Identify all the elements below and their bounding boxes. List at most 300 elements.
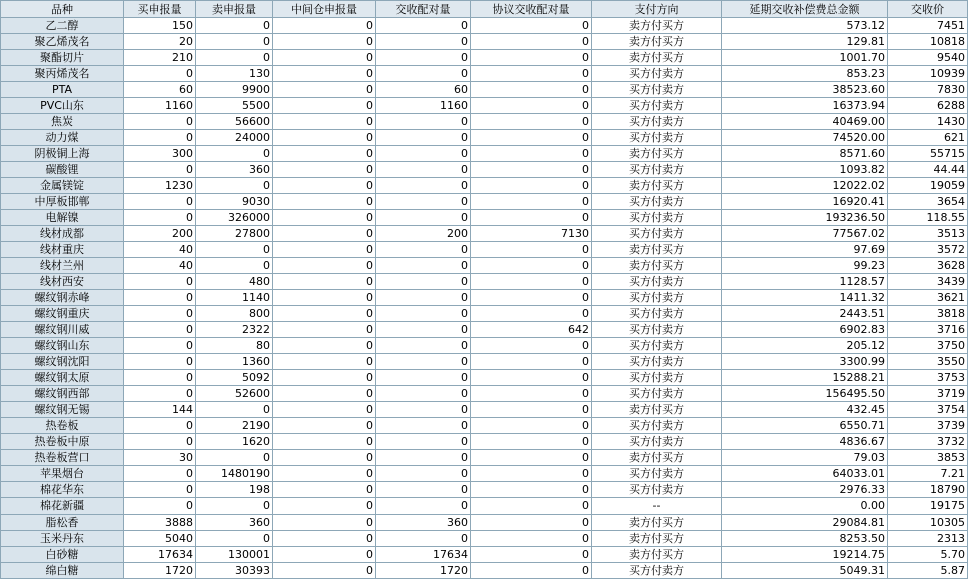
cell-agreement-matched: 0	[471, 514, 592, 530]
cell-intermediate-declared: 0	[273, 114, 376, 130]
table-row	[1, 450, 968, 466]
cell-delivery-price: 2313	[888, 530, 968, 546]
cell-buy-declared: 3888	[124, 514, 196, 530]
cell-deferred-compensation: 853.23	[722, 66, 888, 82]
cell-buy-declared: 0	[124, 434, 196, 450]
table-row	[1, 50, 968, 66]
header-row	[1, 1, 968, 18]
cell-deferred-compensation: 3300.99	[722, 354, 888, 370]
cell-agreement-matched: 0	[471, 242, 592, 258]
cell-buy-declared: 0	[124, 498, 196, 514]
cell-delivery-matched: 0	[376, 210, 471, 226]
cell-delivery-matched: 0	[376, 258, 471, 274]
cell-delivery-price: 3654	[888, 194, 968, 210]
cell-intermediate-declared: 0	[273, 370, 376, 386]
cell-delivery-matched: 0	[376, 498, 471, 514]
cell-agreement-matched: 0	[471, 18, 592, 34]
cell-sell-declared: 27800	[196, 226, 273, 242]
cell-delivery-matched: 0	[376, 178, 471, 194]
cell-agreement-matched: 0	[471, 114, 592, 130]
cell-payment-direction: --	[592, 498, 722, 514]
cell-sell-declared: 0	[196, 146, 273, 162]
cell-delivery-price: 3739	[888, 418, 968, 434]
cell-agreement-matched: 0	[471, 498, 592, 514]
cell-sell-declared: 0	[196, 402, 273, 418]
cell-delivery-matched: 0	[376, 530, 471, 546]
cell-delivery-price: 9540	[888, 50, 968, 66]
cell-variety: 线材成都	[1, 226, 124, 242]
cell-payment-direction: 买方付卖方	[592, 370, 722, 386]
cell-variety: 阴极铜上海	[1, 146, 124, 162]
cell-sell-declared: 326000	[196, 210, 273, 226]
cell-delivery-matched: 0	[376, 34, 471, 50]
cell-buy-declared: 0	[124, 66, 196, 82]
cell-intermediate-declared: 0	[273, 258, 376, 274]
table-row	[1, 162, 968, 178]
cell-sell-declared: 800	[196, 306, 273, 322]
cell-buy-declared: 0	[124, 290, 196, 306]
cell-delivery-matched: 1160	[376, 98, 471, 114]
cell-sell-declared: 0	[196, 18, 273, 34]
cell-variety: 绵白糖	[1, 562, 124, 578]
cell-delivery-price: 10818	[888, 34, 968, 50]
table-row	[1, 210, 968, 226]
column-header-deferred-compensation: 延期交收补偿费总金额	[722, 1, 888, 18]
cell-intermediate-declared: 0	[273, 50, 376, 66]
cell-agreement-matched: 0	[471, 306, 592, 322]
cell-deferred-compensation: 573.12	[722, 18, 888, 34]
cell-sell-declared: 0	[196, 34, 273, 50]
cell-intermediate-declared: 0	[273, 562, 376, 578]
cell-payment-direction: 买方付卖方	[592, 130, 722, 146]
cell-payment-direction: 买方付卖方	[592, 338, 722, 354]
table-row	[1, 466, 968, 482]
cell-sell-declared: 2190	[196, 418, 273, 434]
cell-variety: 焦炭	[1, 114, 124, 130]
cell-delivery-matched: 1720	[376, 562, 471, 578]
cell-agreement-matched: 0	[471, 98, 592, 114]
cell-deferred-compensation: 156495.50	[722, 386, 888, 402]
cell-delivery-matched: 0	[376, 114, 471, 130]
cell-delivery-matched: 0	[376, 306, 471, 322]
cell-delivery-price: 55715	[888, 146, 968, 162]
table-row	[1, 370, 968, 386]
cell-delivery-price: 18790	[888, 482, 968, 498]
cell-agreement-matched: 642	[471, 322, 592, 338]
cell-intermediate-declared: 0	[273, 194, 376, 210]
cell-delivery-matched: 0	[376, 434, 471, 450]
cell-sell-declared: 130001	[196, 546, 273, 562]
cell-sell-declared: 198	[196, 482, 273, 498]
cell-delivery-price: 7451	[888, 18, 968, 34]
table-row	[1, 498, 968, 514]
cell-agreement-matched: 0	[471, 194, 592, 210]
cell-deferred-compensation: 8571.60	[722, 146, 888, 162]
cell-agreement-matched: 0	[471, 530, 592, 546]
cell-sell-declared: 1360	[196, 354, 273, 370]
cell-delivery-matched: 60	[376, 82, 471, 98]
cell-payment-direction: 卖方付买方	[592, 514, 722, 530]
cell-payment-direction: 买方付卖方	[592, 354, 722, 370]
table-row	[1, 98, 968, 114]
cell-deferred-compensation: 40469.00	[722, 114, 888, 130]
cell-intermediate-declared: 0	[273, 146, 376, 162]
cell-delivery-price: 3621	[888, 290, 968, 306]
cell-buy-declared: 210	[124, 50, 196, 66]
cell-delivery-price: 5.70	[888, 546, 968, 562]
cell-delivery-matched: 0	[376, 386, 471, 402]
cell-agreement-matched: 0	[471, 178, 592, 194]
cell-intermediate-declared: 0	[273, 290, 376, 306]
cell-delivery-matched: 0	[376, 130, 471, 146]
cell-delivery-price: 7.21	[888, 466, 968, 482]
table-row	[1, 354, 968, 370]
cell-intermediate-declared: 0	[273, 322, 376, 338]
cell-agreement-matched: 0	[471, 130, 592, 146]
cell-payment-direction: 卖方付买方	[592, 402, 722, 418]
cell-payment-direction: 买方付卖方	[592, 114, 722, 130]
cell-agreement-matched: 0	[471, 354, 592, 370]
cell-intermediate-declared: 0	[273, 82, 376, 98]
cell-agreement-matched: 0	[471, 162, 592, 178]
cell-buy-declared: 0	[124, 354, 196, 370]
cell-payment-direction: 卖方付买方	[592, 546, 722, 562]
cell-delivery-price: 3716	[888, 322, 968, 338]
cell-intermediate-declared: 0	[273, 306, 376, 322]
cell-payment-direction: 卖方付买方	[592, 258, 722, 274]
cell-variety: 热卷板	[1, 418, 124, 434]
cell-payment-direction: 卖方付买方	[592, 450, 722, 466]
cell-intermediate-declared: 0	[273, 450, 376, 466]
cell-sell-declared: 2322	[196, 322, 273, 338]
cell-deferred-compensation: 15288.21	[722, 370, 888, 386]
cell-delivery-matched: 0	[376, 354, 471, 370]
cell-buy-declared: 30	[124, 450, 196, 466]
cell-variety: 线材兰州	[1, 258, 124, 274]
cell-variety: 苹果烟台	[1, 466, 124, 482]
cell-deferred-compensation: 2976.33	[722, 482, 888, 498]
cell-variety: 聚丙烯茂名	[1, 66, 124, 82]
cell-delivery-price: 3732	[888, 434, 968, 450]
cell-deferred-compensation: 1093.82	[722, 162, 888, 178]
cell-sell-declared: 130	[196, 66, 273, 82]
cell-variety: 棉花华东	[1, 482, 124, 498]
cell-payment-direction: 买方付卖方	[592, 98, 722, 114]
cell-delivery-price: 621	[888, 130, 968, 146]
cell-deferred-compensation: 99.23	[722, 258, 888, 274]
cell-buy-declared: 5040	[124, 530, 196, 546]
table-row	[1, 322, 968, 338]
cell-deferred-compensation: 432.45	[722, 402, 888, 418]
cell-buy-declared: 17634	[124, 546, 196, 562]
cell-agreement-matched: 0	[471, 370, 592, 386]
cell-deferred-compensation: 2443.51	[722, 306, 888, 322]
cell-deferred-compensation: 16373.94	[722, 98, 888, 114]
table-row	[1, 178, 968, 194]
cell-intermediate-declared: 0	[273, 210, 376, 226]
cell-variety: 电解镍	[1, 210, 124, 226]
cell-agreement-matched: 0	[471, 434, 592, 450]
cell-variety: 螺纹钢西部	[1, 386, 124, 402]
table-row	[1, 418, 968, 434]
cell-variety: 线材重庆	[1, 242, 124, 258]
table-row	[1, 562, 968, 578]
cell-delivery-matched: 0	[376, 162, 471, 178]
cell-delivery-price: 3628	[888, 258, 968, 274]
cell-intermediate-declared: 0	[273, 274, 376, 290]
cell-delivery-matched: 0	[376, 322, 471, 338]
cell-intermediate-declared: 0	[273, 130, 376, 146]
table-row	[1, 226, 968, 242]
table-row	[1, 290, 968, 306]
cell-buy-declared: 0	[124, 418, 196, 434]
cell-variety: PVC山东	[1, 98, 124, 114]
cell-intermediate-declared: 0	[273, 34, 376, 50]
cell-sell-declared: 9900	[196, 82, 273, 98]
cell-deferred-compensation: 64033.01	[722, 466, 888, 482]
cell-delivery-matched: 0	[376, 418, 471, 434]
cell-delivery-price: 3572	[888, 242, 968, 258]
cell-variety: 金属镁锭	[1, 178, 124, 194]
cell-deferred-compensation: 6550.71	[722, 418, 888, 434]
cell-intermediate-declared: 0	[273, 514, 376, 530]
cell-delivery-matched: 0	[376, 370, 471, 386]
table-row	[1, 82, 968, 98]
table-row	[1, 130, 968, 146]
cell-buy-declared: 0	[124, 482, 196, 498]
cell-sell-declared: 0	[196, 498, 273, 514]
cell-delivery-matched: 0	[376, 482, 471, 498]
cell-sell-declared: 5500	[196, 98, 273, 114]
cell-deferred-compensation: 29084.81	[722, 514, 888, 530]
column-header-intermediate-declared: 中间仓申报量	[273, 1, 376, 18]
cell-sell-declared: 360	[196, 162, 273, 178]
cell-delivery-price: 6288	[888, 98, 968, 114]
table-row	[1, 66, 968, 82]
cell-buy-declared: 0	[124, 338, 196, 354]
cell-agreement-matched: 0	[471, 466, 592, 482]
cell-intermediate-declared: 0	[273, 162, 376, 178]
table-row	[1, 114, 968, 130]
cell-sell-declared: 1480190	[196, 466, 273, 482]
cell-intermediate-declared: 0	[273, 226, 376, 242]
cell-delivery-matched: 0	[376, 338, 471, 354]
cell-buy-declared: 0	[124, 194, 196, 210]
cell-variety: 白砂糖	[1, 546, 124, 562]
cell-agreement-matched: 0	[471, 450, 592, 466]
column-header-delivery-price: 交收价	[888, 1, 968, 18]
cell-sell-declared: 56600	[196, 114, 273, 130]
cell-variety: 聚酯切片	[1, 50, 124, 66]
cell-sell-declared: 9030	[196, 194, 273, 210]
cell-buy-declared: 0	[124, 322, 196, 338]
cell-variety: 棉花新疆	[1, 498, 124, 514]
cell-delivery-price: 5.87	[888, 562, 968, 578]
cell-delivery-price: 3753	[888, 370, 968, 386]
cell-deferred-compensation: 205.12	[722, 338, 888, 354]
cell-payment-direction: 买方付卖方	[592, 66, 722, 82]
cell-buy-declared: 0	[124, 210, 196, 226]
cell-payment-direction: 卖方付买方	[592, 34, 722, 50]
cell-delivery-price: 7830	[888, 82, 968, 98]
cell-agreement-matched: 0	[471, 290, 592, 306]
cell-delivery-price: 3818	[888, 306, 968, 322]
cell-buy-declared: 0	[124, 130, 196, 146]
cell-buy-declared: 300	[124, 146, 196, 162]
cell-deferred-compensation: 77567.02	[722, 226, 888, 242]
cell-payment-direction: 买方付卖方	[592, 482, 722, 498]
cell-buy-declared: 1160	[124, 98, 196, 114]
cell-deferred-compensation: 97.69	[722, 242, 888, 258]
cell-deferred-compensation: 16920.41	[722, 194, 888, 210]
table-row	[1, 338, 968, 354]
table-row	[1, 386, 968, 402]
cell-delivery-price: 1430	[888, 114, 968, 130]
cell-deferred-compensation: 193236.50	[722, 210, 888, 226]
cell-payment-direction: 买方付卖方	[592, 194, 722, 210]
cell-delivery-matched: 0	[376, 402, 471, 418]
cell-payment-direction: 买方付卖方	[592, 210, 722, 226]
cell-delivery-matched: 0	[376, 450, 471, 466]
cell-sell-declared: 30393	[196, 562, 273, 578]
cell-agreement-matched: 0	[471, 546, 592, 562]
cell-agreement-matched: 0	[471, 386, 592, 402]
cell-delivery-price: 19059	[888, 178, 968, 194]
cell-variety: 螺纹钢太原	[1, 370, 124, 386]
table-row	[1, 514, 968, 530]
cell-payment-direction: 卖方付买方	[592, 242, 722, 258]
cell-intermediate-declared: 0	[273, 386, 376, 402]
table-row	[1, 306, 968, 322]
column-header-buy-declared: 买申报量	[124, 1, 196, 18]
cell-deferred-compensation: 79.03	[722, 450, 888, 466]
cell-intermediate-declared: 0	[273, 498, 376, 514]
cell-buy-declared: 20	[124, 34, 196, 50]
cell-deferred-compensation: 1001.70	[722, 50, 888, 66]
cell-intermediate-declared: 0	[273, 546, 376, 562]
cell-sell-declared: 24000	[196, 130, 273, 146]
cell-deferred-compensation: 8253.50	[722, 530, 888, 546]
cell-intermediate-declared: 0	[273, 466, 376, 482]
cell-variety: 热卷板中原	[1, 434, 124, 450]
table-row	[1, 194, 968, 210]
cell-intermediate-declared: 0	[273, 530, 376, 546]
cell-payment-direction: 买方付卖方	[592, 82, 722, 98]
cell-payment-direction: 买方付卖方	[592, 386, 722, 402]
cell-variety: 中厚板邯郸	[1, 194, 124, 210]
table-row	[1, 34, 968, 50]
cell-payment-direction: 卖方付买方	[592, 178, 722, 194]
cell-sell-declared: 0	[196, 258, 273, 274]
cell-payment-direction: 卖方付买方	[592, 18, 722, 34]
cell-agreement-matched: 0	[471, 562, 592, 578]
cell-sell-declared: 0	[196, 50, 273, 66]
cell-delivery-price: 3853	[888, 450, 968, 466]
cell-delivery-matched: 0	[376, 146, 471, 162]
cell-delivery-matched: 0	[376, 18, 471, 34]
cell-deferred-compensation: 0.00	[722, 498, 888, 514]
cell-payment-direction: 买方付卖方	[592, 162, 722, 178]
cell-sell-declared: 1620	[196, 434, 273, 450]
cell-buy-declared: 0	[124, 306, 196, 322]
cell-payment-direction: 买方付卖方	[592, 322, 722, 338]
column-header-variety: 品种	[1, 1, 124, 18]
cell-agreement-matched: 0	[471, 50, 592, 66]
cell-buy-declared: 40	[124, 242, 196, 258]
cell-payment-direction: 买方付卖方	[592, 466, 722, 482]
cell-payment-direction: 买方付卖方	[592, 306, 722, 322]
cell-sell-declared: 52600	[196, 386, 273, 402]
cell-intermediate-declared: 0	[273, 418, 376, 434]
cell-buy-declared: 0	[124, 114, 196, 130]
cell-agreement-matched: 0	[471, 82, 592, 98]
cell-variety: PTA	[1, 82, 124, 98]
cell-variety: 螺纹钢无锡	[1, 402, 124, 418]
cell-payment-direction: 买方付卖方	[592, 434, 722, 450]
cell-buy-declared: 1720	[124, 562, 196, 578]
cell-delivery-price: 3719	[888, 386, 968, 402]
table-row	[1, 402, 968, 418]
column-header-sell-declared: 卖申报量	[196, 1, 273, 18]
cell-variety: 碳酸锂	[1, 162, 124, 178]
table-row	[1, 18, 968, 34]
cell-agreement-matched: 0	[471, 338, 592, 354]
cell-delivery-price: 3513	[888, 226, 968, 242]
cell-delivery-matched: 17634	[376, 546, 471, 562]
cell-delivery-matched: 0	[376, 466, 471, 482]
cell-intermediate-declared: 0	[273, 354, 376, 370]
cell-variety: 脂松香	[1, 514, 124, 530]
cell-variety: 聚乙烯茂名	[1, 34, 124, 50]
cell-sell-declared: 0	[196, 178, 273, 194]
cell-variety: 线材西安	[1, 274, 124, 290]
cell-sell-declared: 80	[196, 338, 273, 354]
cell-deferred-compensation: 12022.02	[722, 178, 888, 194]
cell-agreement-matched: 0	[471, 66, 592, 82]
cell-buy-declared: 0	[124, 386, 196, 402]
cell-deferred-compensation: 1128.57	[722, 274, 888, 290]
cell-buy-declared: 0	[124, 370, 196, 386]
table-row	[1, 274, 968, 290]
cell-intermediate-declared: 0	[273, 98, 376, 114]
cell-delivery-matched: 0	[376, 242, 471, 258]
cell-sell-declared: 0	[196, 450, 273, 466]
table-row	[1, 146, 968, 162]
cell-agreement-matched: 0	[471, 402, 592, 418]
cell-agreement-matched: 0	[471, 274, 592, 290]
cell-buy-declared: 0	[124, 274, 196, 290]
table-row	[1, 258, 968, 274]
cell-delivery-price: 118.55	[888, 210, 968, 226]
cell-variety: 玉米丹东	[1, 530, 124, 546]
cell-delivery-matched: 0	[376, 194, 471, 210]
cell-agreement-matched: 0	[471, 34, 592, 50]
cell-delivery-price: 3754	[888, 402, 968, 418]
cell-delivery-matched: 0	[376, 290, 471, 306]
cell-buy-declared: 144	[124, 402, 196, 418]
cell-agreement-matched: 0	[471, 482, 592, 498]
cell-payment-direction: 卖方付买方	[592, 530, 722, 546]
cell-sell-declared: 5092	[196, 370, 273, 386]
cell-variety: 螺纹钢重庆	[1, 306, 124, 322]
cell-payment-direction: 卖方付买方	[592, 146, 722, 162]
cell-intermediate-declared: 0	[273, 242, 376, 258]
cell-sell-declared: 0	[196, 242, 273, 258]
cell-intermediate-declared: 0	[273, 18, 376, 34]
cell-buy-declared: 150	[124, 18, 196, 34]
cell-delivery-price: 44.44	[888, 162, 968, 178]
cell-delivery-matched: 360	[376, 514, 471, 530]
